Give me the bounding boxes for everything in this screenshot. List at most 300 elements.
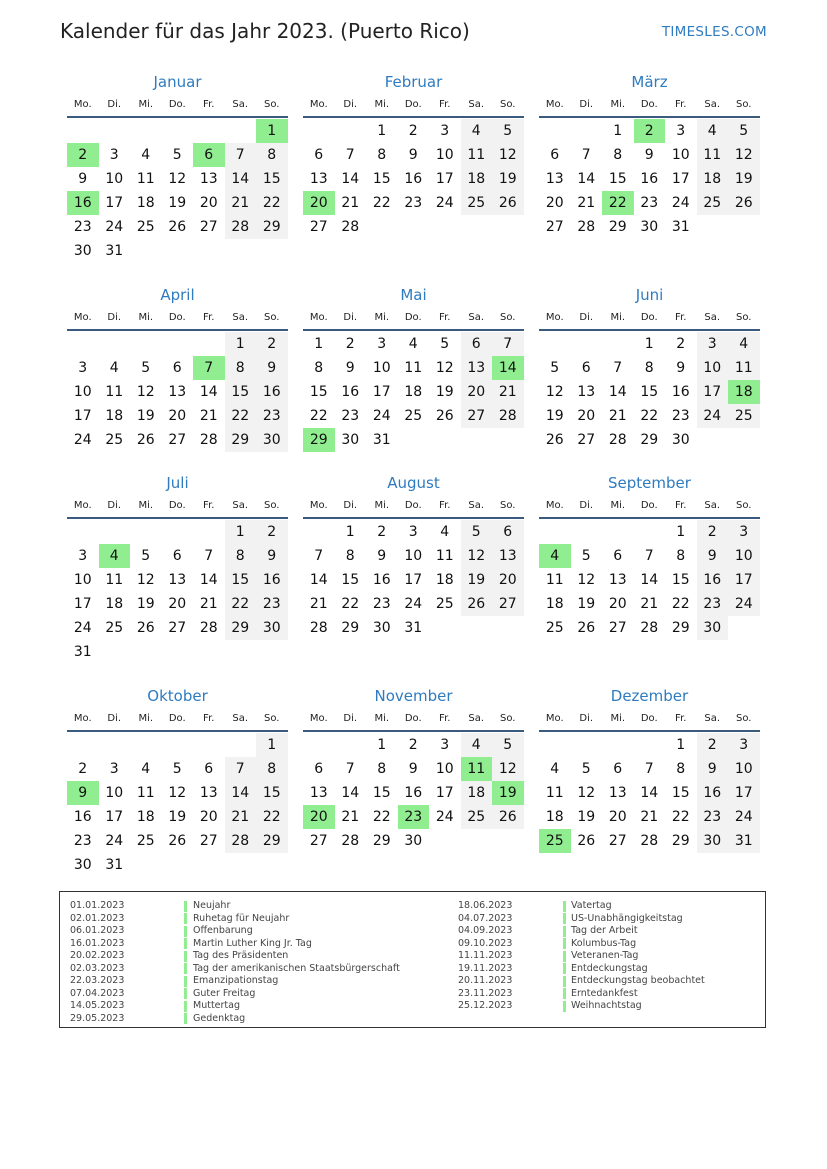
day-cell: 20 [168, 596, 187, 612]
day-cell: 28 [309, 620, 328, 636]
day-cell: 15 [225, 380, 257, 404]
holiday-day-cell: 4 [539, 544, 571, 568]
day-cell: 23 [341, 408, 360, 424]
day-cell: 2 [256, 520, 288, 544]
day-cell: 8 [256, 757, 288, 781]
holiday-marker [563, 901, 566, 912]
day-cell: 21 [225, 805, 257, 829]
day-cell: 8 [345, 548, 355, 564]
day-cell: 27 [309, 219, 328, 235]
holiday-marker [563, 1001, 566, 1012]
day-cell: 1 [225, 332, 257, 356]
day-cell: 18 [404, 384, 423, 400]
holiday-date: 07.04.2023 [70, 987, 125, 999]
weekday-header: Fr. [439, 500, 451, 511]
day-cell: 31 [105, 243, 124, 259]
day-cell: 21 [341, 809, 360, 825]
day-cell: 12 [136, 384, 155, 400]
day-cell: 19 [136, 596, 155, 612]
weekday-header: So. [264, 99, 280, 110]
weekday-header: Di. [579, 312, 594, 323]
day-cell: 23 [404, 195, 423, 211]
day-cell: 3 [676, 123, 686, 139]
day-cell: 22 [256, 805, 288, 829]
holiday-date: 06.01.2023 [70, 925, 125, 936]
weekday-header: Sa. [232, 500, 249, 511]
day-cell: 4 [461, 119, 493, 143]
day-cell: 19 [461, 568, 493, 592]
day-cell: 7 [225, 757, 257, 781]
holiday-date: 18.06.2023 [458, 900, 513, 911]
holiday-date: 11.11.2023 [458, 950, 513, 961]
day-cell: 16 [372, 572, 391, 588]
day-cell: 17 [105, 195, 124, 211]
holiday-day-cell: 9 [67, 781, 99, 805]
day-cell: 27 [309, 833, 328, 849]
weekday-header: Sa. [468, 500, 485, 511]
day-cell: 7 [345, 147, 355, 163]
weekday-header: Mo. [309, 713, 328, 724]
day-cell: 27 [577, 432, 596, 448]
weekday-header: Mi. [138, 713, 154, 724]
holiday-date: 14.05.2023 [70, 1000, 125, 1011]
month-name: Dezember [610, 687, 689, 705]
day-cell: 16 [256, 568, 288, 592]
day-cell: 3 [697, 332, 729, 356]
holiday-date: 20.02.2023 [70, 950, 125, 961]
holiday-name: Entdeckungstag beobachtet [571, 975, 705, 986]
day-cell: 23 [640, 195, 659, 211]
weekday-header: Di. [343, 713, 358, 724]
day-cell: 5 [141, 548, 151, 564]
day-cell: 22 [372, 195, 391, 211]
day-cell: 25 [728, 404, 760, 428]
month-name: Juli [166, 474, 189, 492]
holiday-day-cell: 14 [492, 356, 524, 380]
day-cell: 22 [309, 408, 328, 424]
weekday-header: Sa. [704, 312, 721, 323]
day-cell: 20 [577, 408, 596, 424]
day-cell: 5 [172, 761, 182, 777]
weekday-header: Do. [168, 713, 186, 724]
weekday-header: Mi. [374, 713, 390, 724]
holiday-date: 09.10.2023 [458, 937, 513, 949]
day-cell: 23 [73, 833, 92, 849]
day-cell: 14 [225, 167, 257, 191]
day-cell: 14 [640, 572, 659, 588]
day-cell: 13 [168, 572, 187, 588]
holiday-date: 16.01.2023 [70, 937, 125, 949]
day-cell: 7 [644, 548, 654, 564]
day-cell: 12 [492, 143, 524, 167]
holiday-name: US-Unabhängigkeitstag [571, 912, 683, 924]
day-cell: 9 [78, 171, 88, 187]
day-cell: 18 [105, 408, 124, 424]
day-cell: 22 [225, 592, 257, 616]
day-cell: 30 [73, 857, 92, 873]
day-cell: 13 [608, 785, 627, 801]
day-cell: 3 [408, 524, 418, 540]
day-cell: 24 [728, 592, 760, 616]
weekday-header: So. [500, 99, 516, 110]
day-cell: 6 [613, 761, 623, 777]
holiday-date: 01.01.2023 [70, 900, 125, 911]
day-cell: 26 [492, 805, 524, 829]
day-cell: 9 [345, 360, 355, 376]
day-cell: 13 [309, 171, 328, 187]
day-cell: 20 [545, 195, 564, 211]
day-cell: 17 [372, 384, 391, 400]
holiday-date: 22.03.2023 [70, 975, 125, 986]
day-cell: 29 [372, 833, 391, 849]
day-cell: 30 [640, 219, 659, 235]
weekday-header: Mi. [374, 99, 390, 110]
holiday-marker [184, 1001, 187, 1012]
day-cell: 3 [440, 737, 450, 753]
day-cell: 11 [105, 384, 124, 400]
day-cell: 10 [728, 544, 760, 568]
weekday-header: Fr. [439, 713, 451, 724]
month-name: Februar [384, 73, 443, 91]
holiday-marker [563, 938, 566, 949]
day-cell: 7 [581, 147, 591, 163]
day-cell: 21 [199, 596, 218, 612]
day-cell: 15 [671, 572, 690, 588]
day-cell: 24 [105, 219, 124, 235]
weekday-header: Di. [343, 99, 358, 110]
day-cell: 31 [372, 432, 391, 448]
day-cell: 20 [199, 195, 218, 211]
weekday-header: Di. [107, 312, 122, 323]
day-cell: 4 [728, 332, 760, 356]
day-cell: 19 [577, 809, 596, 825]
holiday-name: Neujahr [193, 900, 231, 911]
day-cell: 23 [697, 592, 729, 616]
day-cell: 11 [435, 548, 454, 564]
day-cell: 17 [73, 408, 92, 424]
day-cell: 15 [640, 384, 659, 400]
weekday-header: Fr. [203, 500, 215, 511]
weekday-header: Do. [404, 713, 422, 724]
day-cell: 29 [225, 616, 257, 640]
day-cell: 16 [404, 171, 423, 187]
holiday-marker [563, 988, 566, 999]
weekday-header: Do. [640, 500, 658, 511]
day-cell: 26 [461, 592, 493, 616]
day-cell: 21 [640, 809, 659, 825]
weekday-header: Fr. [203, 312, 215, 323]
weekday-header: Sa. [232, 99, 249, 110]
day-cell: 15 [372, 171, 391, 187]
day-cell: 25 [105, 432, 124, 448]
day-cell: 28 [225, 829, 257, 853]
holiday-marker [184, 963, 187, 974]
day-cell: 28 [608, 432, 627, 448]
holiday-date: 02.01.2023 [70, 912, 125, 924]
day-cell: 5 [492, 119, 524, 143]
day-cell: 26 [577, 620, 596, 636]
day-cell: 19 [168, 195, 187, 211]
day-cell: 26 [168, 219, 187, 235]
month-divider [539, 730, 760, 732]
day-cell: 25 [461, 805, 493, 829]
day-cell: 23 [256, 404, 288, 428]
day-cell: 15 [256, 167, 288, 191]
day-cell: 29 [640, 432, 659, 448]
day-cell: 27 [168, 620, 187, 636]
holiday-date: 23.11.2023 [458, 987, 513, 999]
day-cell: 1 [613, 123, 623, 139]
day-cell: 24 [435, 195, 454, 211]
weekday-header: Mi. [610, 312, 626, 323]
holiday-day-cell: 19 [492, 781, 524, 805]
day-cell: 14 [225, 781, 257, 805]
holiday-day-cell: 20 [303, 805, 335, 829]
day-cell: 30 [341, 432, 360, 448]
month-divider [539, 517, 760, 519]
day-cell: 2 [256, 332, 288, 356]
day-cell: 11 [461, 143, 493, 167]
day-cell: 23 [697, 805, 729, 829]
month-divider [67, 730, 288, 732]
day-cell: 12 [168, 785, 187, 801]
day-cell: 27 [199, 833, 218, 849]
day-cell: 18 [136, 809, 155, 825]
holiday-day-cell: 16 [67, 191, 99, 215]
holiday-name: Vatertag [571, 900, 612, 911]
weekday-header: Do. [168, 500, 186, 511]
day-cell: 15 [671, 785, 690, 801]
holiday-date: 25.12.2023 [458, 1000, 513, 1011]
weekday-header: Do. [168, 312, 186, 323]
day-cell: 19 [492, 167, 524, 191]
day-cell: 14 [640, 785, 659, 801]
weekday-header: Mo. [73, 312, 92, 323]
holiday-name: Kolumbus-Tag [571, 937, 637, 949]
day-cell: 9 [644, 147, 654, 163]
weekday-header: Fr. [439, 99, 451, 110]
day-cell: 10 [105, 171, 124, 187]
day-cell: 24 [73, 620, 92, 636]
day-cell: 26 [492, 191, 524, 215]
day-cell: 29 [256, 215, 288, 239]
weekday-header: Di. [579, 500, 594, 511]
day-cell: 24 [404, 596, 423, 612]
day-cell: 26 [435, 408, 454, 424]
day-cell: 15 [341, 572, 360, 588]
day-cell: 16 [697, 781, 729, 805]
weekday-header: Sa. [468, 713, 485, 724]
day-cell: 22 [671, 809, 690, 825]
month-name: März [631, 73, 668, 91]
day-cell: 14 [199, 572, 218, 588]
weekday-header: Sa. [468, 99, 485, 110]
day-cell: 5 [728, 119, 760, 143]
day-cell: 30 [256, 616, 288, 640]
day-cell: 1 [345, 524, 355, 540]
day-cell: 31 [404, 620, 423, 636]
day-cell: 30 [697, 616, 729, 640]
day-cell: 3 [78, 548, 88, 564]
holiday-day-cell: 20 [303, 191, 335, 215]
day-cell: 22 [225, 404, 257, 428]
weekday-header: Mi. [138, 500, 154, 511]
holiday-day-cell: 2 [67, 143, 99, 167]
day-cell: 17 [73, 596, 92, 612]
month-divider [67, 517, 288, 519]
weekday-header: Mo. [73, 99, 92, 110]
holiday-name: Ruhetag für Neujahr [193, 912, 290, 924]
day-cell: 15 [608, 171, 627, 187]
day-cell: 29 [225, 428, 257, 452]
holiday-name: Tag des Präsidenten [193, 950, 289, 961]
day-cell: 1 [256, 733, 288, 757]
weekday-header: Mi. [610, 713, 626, 724]
day-cell: 2 [408, 737, 418, 753]
weekday-header: Mi. [374, 312, 390, 323]
weekday-header: Sa. [704, 99, 721, 110]
day-cell: 16 [404, 785, 423, 801]
day-cell: 10 [404, 548, 423, 564]
day-cell: 8 [256, 143, 288, 167]
day-cell: 11 [697, 143, 729, 167]
day-cell: 21 [608, 408, 627, 424]
day-cell: 5 [141, 360, 151, 376]
day-cell: 6 [204, 761, 214, 777]
weekday-header: Fr. [675, 99, 687, 110]
day-cell: 30 [256, 428, 288, 452]
day-cell: 4 [697, 119, 729, 143]
day-cell: 2 [408, 123, 418, 139]
month-divider [303, 517, 524, 519]
holiday-day-cell: 4 [99, 544, 131, 568]
holiday-day-cell: 6 [193, 143, 225, 167]
day-cell: 23 [73, 219, 92, 235]
day-cell: 6 [172, 360, 182, 376]
day-cell: 29 [671, 620, 690, 636]
day-cell: 15 [225, 568, 257, 592]
day-cell: 24 [671, 195, 690, 211]
holiday-name: Erntedankfest [571, 987, 638, 999]
day-cell: 24 [435, 809, 454, 825]
day-cell: 23 [671, 408, 690, 424]
day-cell: 11 [728, 356, 760, 380]
month-divider [303, 730, 524, 732]
day-cell: 9 [377, 548, 387, 564]
day-cell: 15 [256, 781, 288, 805]
day-cell: 4 [461, 733, 493, 757]
day-cell: 18 [545, 809, 564, 825]
month-divider [539, 329, 760, 331]
day-cell: 5 [492, 733, 524, 757]
day-cell: 22 [671, 596, 690, 612]
day-cell: 10 [728, 757, 760, 781]
weekday-header: Do. [404, 99, 422, 110]
day-cell: 1 [644, 336, 654, 352]
weekday-header: Mi. [138, 312, 154, 323]
holiday-date: 04.07.2023 [458, 912, 513, 924]
day-cell: 21 [577, 195, 596, 211]
day-cell: 9 [256, 544, 288, 568]
day-cell: 5 [581, 761, 591, 777]
day-cell: 16 [73, 809, 92, 825]
day-cell: 3 [109, 761, 119, 777]
day-cell: 16 [640, 171, 659, 187]
day-cell: 7 [492, 332, 524, 356]
holiday-day-cell: 7 [193, 356, 225, 380]
weekday-header: Mo. [545, 99, 564, 110]
day-cell: 27 [492, 592, 524, 616]
day-cell: 8 [377, 761, 387, 777]
day-cell: 15 [309, 384, 328, 400]
day-cell: 18 [545, 596, 564, 612]
day-cell: 23 [372, 596, 391, 612]
holiday-marker [184, 951, 187, 962]
weekday-header: Do. [168, 99, 186, 110]
day-cell: 6 [581, 360, 591, 376]
day-cell: 20 [461, 380, 493, 404]
day-cell: 15 [372, 785, 391, 801]
month-divider [303, 116, 524, 118]
holiday-name: Tag der Arbeit [571, 925, 638, 936]
day-cell: 2 [676, 336, 686, 352]
day-cell: 14 [199, 384, 218, 400]
day-cell: 13 [608, 572, 627, 588]
month-divider [539, 116, 760, 118]
holiday-day-cell: 1 [256, 119, 288, 143]
day-cell: 6 [461, 332, 493, 356]
day-cell: 14 [309, 572, 328, 588]
day-cell: 21 [492, 380, 524, 404]
day-cell: 23 [256, 592, 288, 616]
weekday-header: Mo. [545, 713, 564, 724]
day-cell: 30 [372, 620, 391, 636]
day-cell: 28 [199, 432, 218, 448]
day-cell: 10 [697, 356, 729, 380]
weekday-header: Fr. [439, 312, 451, 323]
day-cell: 13 [168, 384, 187, 400]
day-cell: 12 [136, 572, 155, 588]
day-cell: 26 [728, 191, 760, 215]
weekday-header: Di. [579, 713, 594, 724]
holiday-marker [563, 951, 566, 962]
day-cell: 17 [435, 785, 454, 801]
day-cell: 18 [105, 596, 124, 612]
day-cell: 3 [377, 336, 387, 352]
day-cell: 7 [314, 548, 324, 564]
month-name: August [387, 474, 440, 492]
day-cell: 3 [78, 360, 88, 376]
day-cell: 27 [608, 833, 627, 849]
holiday-name: Muttertag [193, 1000, 240, 1011]
day-cell: 19 [545, 408, 564, 424]
weekday-header: Di. [107, 99, 122, 110]
weekday-header: So. [736, 500, 752, 511]
day-cell: 9 [408, 147, 418, 163]
site-brand-link[interactable]: TIMESLES.COM [661, 24, 767, 40]
day-cell: 10 [372, 360, 391, 376]
holiday-day-cell: 25 [539, 829, 571, 853]
day-cell: 7 [225, 143, 257, 167]
month-name: Januar [153, 73, 202, 91]
day-cell: 4 [141, 147, 151, 163]
day-cell: 29 [256, 829, 288, 853]
day-cell: 14 [608, 384, 627, 400]
holiday-day-cell: 23 [398, 805, 430, 829]
day-cell: 1 [225, 520, 257, 544]
holiday-date: 04.09.2023 [458, 925, 513, 936]
day-cell: 18 [435, 572, 454, 588]
